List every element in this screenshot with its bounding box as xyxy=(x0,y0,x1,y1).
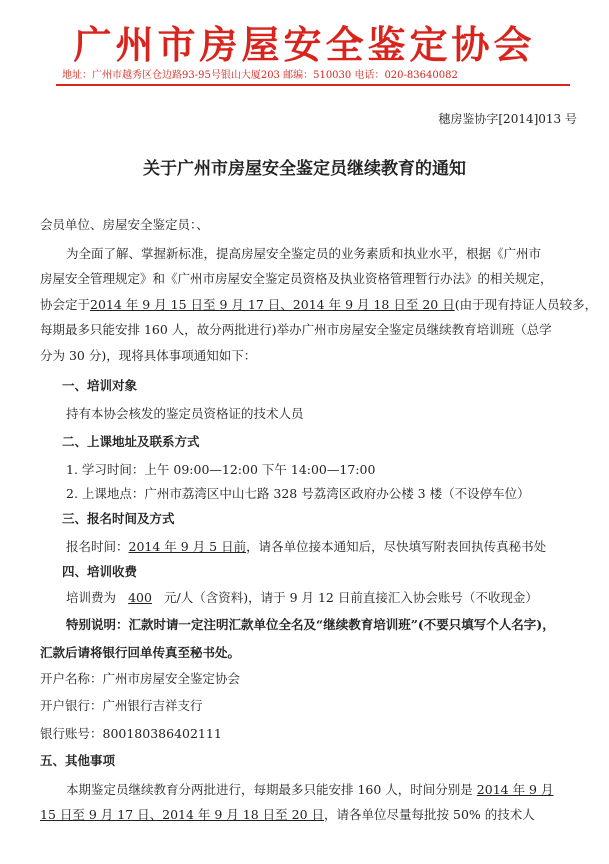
section-2-item-1: 1. 学习时间：上午 09:00—12:00 下午 14:00—17:00 xyxy=(66,462,376,477)
intro-line-3-a: 协会定于 xyxy=(40,297,91,312)
section-3-heading: 三、报名时间及方式 xyxy=(62,511,175,526)
section-5-line-1-a: 本期鉴定员继续教育分两批进行，每期最多只能安排 160 人，时间分别是 xyxy=(66,782,473,797)
intro-line-3 xyxy=(40,297,598,312)
fee-amount: 400 xyxy=(128,590,152,605)
section-5-heading: 五、其他事项 xyxy=(40,753,116,768)
section-2-heading: 二、上课地址及联系方式 xyxy=(62,434,200,449)
account-number: 银行账号：800180386402111 xyxy=(40,726,222,741)
document-number: 穗房鉴协字[2014]013 号 xyxy=(438,112,577,126)
registration-deadline: 2014 年 9 月 5 日前 xyxy=(128,539,247,554)
section-1-heading: 一、培训对象 xyxy=(62,378,138,393)
section-5-line-2-b: ，请各单位尽量每批按 50% 的技术人 xyxy=(324,807,535,822)
section-5-dates: 15 日至 9 月 17 日、2014 年 9 月 18 日至 20 日 xyxy=(40,807,325,822)
letterhead-org-name: 广州市房屋安全鉴定协会 xyxy=(73,22,536,67)
letterhead-address: 地址：广州市越秀区仓边路93-95号银山大厦203 邮编：510030 电话：020-83640082 xyxy=(62,70,458,81)
intro-line-2: 房屋安全管理规定》和《广州市房屋安全鉴定员资格及执业资格管理暂行办法》的相关规定， xyxy=(40,271,553,286)
section-4-fee-b: 元/人（含资料)，请于 9 月 12 日前直接汇入协会账号（不收现金） xyxy=(164,590,538,605)
document-title: 关于广州市房屋安全鉴定员继续教育的通知 xyxy=(143,159,466,179)
intro-dates: 2014 年 9 月 15 日至 9 月 17 日、2014 年 9 月 18 日至 20 日 xyxy=(90,297,455,312)
section-3-body-c: ，请各单位接本通知后，尽快填写附表回执传真秘书处 xyxy=(246,539,547,554)
account-name: 开户名称：广州市房屋安全鉴定协会 xyxy=(40,671,241,686)
section-4-heading: 四、培训收费 xyxy=(62,564,138,579)
section-1-body: 持有本协会核发的鉴定员资格证的技术人员 xyxy=(66,406,304,421)
section-3-body-a: 报名时间： xyxy=(66,539,129,554)
letterhead-divider xyxy=(56,84,570,86)
section-5-date-start: 2014 年 9 月 xyxy=(476,782,554,797)
section-5-line-2 xyxy=(40,807,560,822)
intro-line-5: 分为 30 分)，现将具体事项通知如下： xyxy=(40,348,257,363)
section-5-line-1 xyxy=(66,782,586,797)
section-3-body xyxy=(66,539,586,554)
salutation: 会员单位、房屋安全鉴定员：、 xyxy=(40,217,209,232)
section-4-fee xyxy=(66,590,586,605)
section-4-fee-a: 培训费为 xyxy=(66,590,117,605)
intro-line-1: 为全面了解、掌握新标准，提高房屋安全鉴定员的业务素质和执业水平，根据《广州市 xyxy=(66,246,542,261)
section-2-item-2: 2. 上课地点：广州市荔湾区中山七路 328 号荔湾区政府办公楼 3 楼（不设停车位） xyxy=(66,486,530,501)
special-note-line-1: 特别说明：汇款时请一定注明汇款单位全名及“继续教育培训班”(不要只填写个人名字)， xyxy=(66,617,555,632)
intro-line-4: 每期最多只能安排 160 人，故分两批进行)举办广州市房屋安全鉴定员继续教育培训班（总学 xyxy=(40,322,552,337)
intro-line-3-c: (由于现有持证人员较多， xyxy=(454,297,598,312)
special-note-line-2: 汇款后请将银行回单传真至秘书处。 xyxy=(40,645,241,660)
bank-name: 开户银行：广州银行吉祥支行 xyxy=(40,698,203,713)
